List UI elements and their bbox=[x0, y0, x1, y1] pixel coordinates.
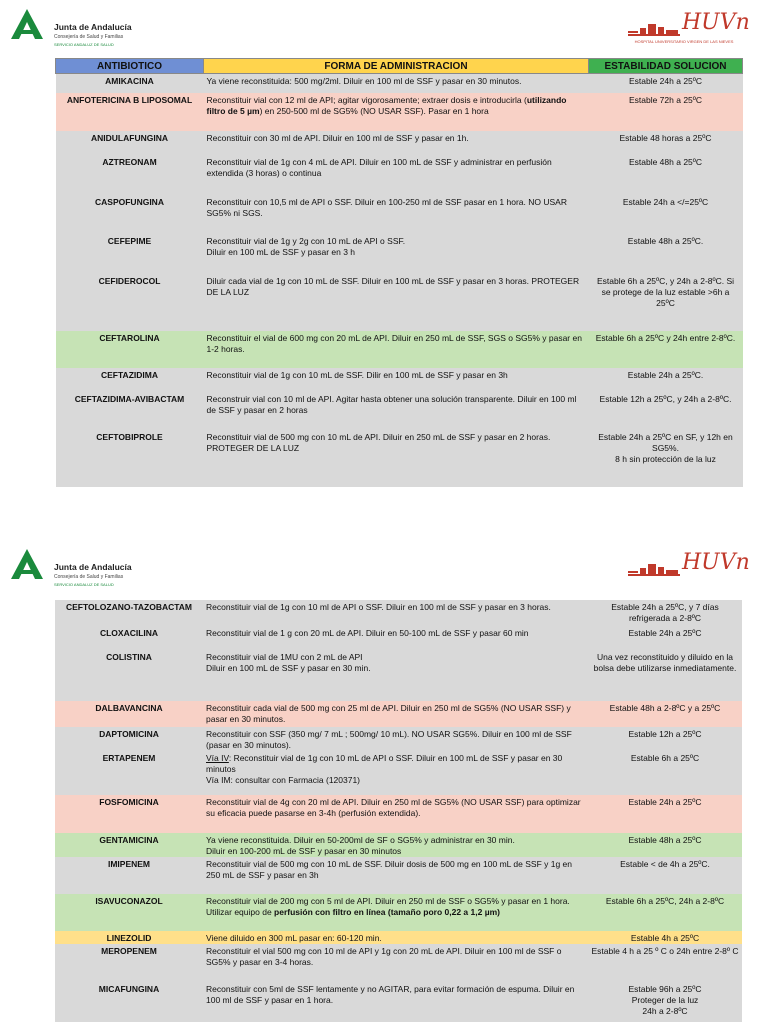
table-row bbox=[56, 195, 743, 234]
table-row bbox=[55, 600, 742, 626]
table-row bbox=[56, 430, 743, 487]
administration-part: ) en 250-500 ml de SG5% (NO USAR SSF). Pasar en 1 hora bbox=[259, 105, 489, 116]
page-1 bbox=[0, 0, 768, 464]
org-department: Consejería de Salud y Familias bbox=[54, 574, 124, 580]
administration-text: Reconstituir con SSF (350 mg/ 7 mL ; 500mg/ 10 mL). NO USAR SG5%. Diluir en 100 ml de SSF (pasar en 30 minutos). bbox=[203, 727, 588, 751]
hospital-building-icon bbox=[628, 562, 680, 576]
stability-text: Estable 96h a 25ºC Proteger de la luz 24h a 2-8ºC bbox=[588, 982, 742, 1022]
antibiotic-name: GENTAMICINA bbox=[55, 833, 203, 857]
antibiotic-name: ANFOTERICINA B LIPOSOMAL bbox=[56, 93, 204, 131]
stability-text: Estable 6h a 25ºC bbox=[588, 751, 742, 795]
stability-text: Estable 12h a 25ºC bbox=[588, 727, 742, 751]
administration-text: Reconstituir cada vial de 500 mg con 25 ml de API. Diluir en 250 ml de SG5% (NO USAR SSF) y pasar en 30 minutos. bbox=[203, 701, 588, 727]
antibiotic-name: AZTREONAM bbox=[56, 155, 204, 195]
administration-text: Reconstituir con 5ml de SSF lentamente y no AGITAR, para evitar formación de espuma. Diluir en 100 ml de SSF y pasar en 1 hora. bbox=[203, 982, 588, 1022]
col-header-antibiotico: ANTIBIOTICO bbox=[56, 59, 204, 74]
page-header bbox=[0, 0, 768, 56]
antibiotic-name: CEFTOLOZANO-TAZOBACTAM bbox=[55, 600, 203, 626]
administration-text: Reconstituir vial de 1g con 10 ml de API o SSF. Diluir en 100 ml de SSF y pasar en 3 horas. bbox=[203, 600, 588, 626]
stability-text: Estable 4h a 25ºC bbox=[588, 931, 742, 944]
antibiotic-name: DAPTOMICINA bbox=[55, 727, 203, 751]
junta-andalucia-logo-icon bbox=[10, 548, 44, 580]
antibiotic-name: CEFTAZIDIMA-AVIBACTAM bbox=[56, 392, 204, 430]
table-row bbox=[56, 368, 743, 392]
stability-text: Estable 48h a 2-8ºC y a 25ºC bbox=[588, 701, 742, 727]
antibiotic-name: MICAFUNGINA bbox=[55, 982, 203, 1022]
table-row bbox=[56, 93, 743, 131]
route-iv-label: Vía IV bbox=[206, 753, 229, 763]
antibiotic-name: CEFTAROLINA bbox=[56, 331, 204, 368]
administration-text: Reconstituir vial de 500 mg con 10 mL de API. Diluir en 250 mL de SSF y pasar en 2 horas. PROTEGER DE LA LUZ bbox=[204, 430, 589, 487]
administration-text: Reconstituir vial de 1 g con 20 mL de API. Diluir en 50-100 mL de SSF y pasar 60 min bbox=[203, 626, 588, 650]
antibiotic-name: DALBAVANCINA bbox=[55, 701, 203, 727]
route-iv-text: : Reconstituir vial de 1g con 10 mL de API o SSF. Diluir en 100 mL de SSF y pasar en 30 minutos bbox=[206, 753, 563, 774]
table-row bbox=[56, 392, 743, 430]
antibiotic-name: CEFIDEROCOL bbox=[56, 274, 204, 331]
route-im-text: Vía IM: consultar con Farmacia (120371) bbox=[206, 775, 361, 785]
org-text bbox=[54, 22, 132, 47]
administration-text: Reconstituir vial de 4g con 20 ml de API. Diluir en 250 ml de SG5% (NO USAR SSF) para optimizar su eficacia puede pasarse en 3-4h (perfusión extendida). bbox=[203, 795, 588, 833]
antibiotic-name: IMIPENEM bbox=[55, 857, 203, 894]
administration-text bbox=[204, 93, 589, 131]
administration-text: Viene diluido en 300 mL pasar en: 60-120 min. bbox=[203, 931, 588, 944]
stability-text: Estable 72h a 25ºC bbox=[589, 93, 743, 131]
antibiotic-name: CEFEPIME bbox=[56, 234, 204, 274]
page-header bbox=[0, 540, 768, 596]
table-row bbox=[55, 701, 742, 727]
table-row bbox=[55, 857, 742, 894]
stability-text: Estable 24h a </=25ºC bbox=[589, 195, 743, 234]
table-row bbox=[56, 234, 743, 274]
stability-text: Estable 24h a 25ºC en SF, y 12h en SG5%. 8 h sin protección de la luz bbox=[589, 430, 743, 487]
stability-text: Estable 24h a 25ºC bbox=[588, 795, 742, 833]
administration-text: Reconstituir vial de 500 mg con 10 mL de SSF. Diluir dosis de 500 mg en 100 mL de SSF y 1g en 250 mL de SSF y pasar en 3h bbox=[203, 857, 588, 894]
hospital-logo-text: HUVn bbox=[682, 550, 750, 575]
antibiotic-name: ERTAPENEM bbox=[55, 751, 203, 795]
stability-text: Estable 48h a 25ºC bbox=[588, 833, 742, 857]
hospital-building-icon bbox=[628, 22, 680, 36]
administration-text: Reconstituir vial de 1MU con 2 mL de API Diluir en 100 mL de SSF y pasar en 30 min. bbox=[203, 650, 588, 701]
col-header-forma: FORMA DE ADMINISTRACION bbox=[204, 59, 589, 74]
stability-text: Estable 24h a 25ºC, y 7 días refrigerada a 2-8ºC bbox=[588, 600, 742, 626]
antibiotic-name: AMIKACINA bbox=[56, 74, 204, 93]
stability-text: Estable 48h a 25ºC bbox=[589, 155, 743, 195]
org-text bbox=[54, 562, 132, 587]
table-row bbox=[55, 833, 742, 857]
administration-text: Reconstruir vial con 10 ml de API. Agitar hasta obtener una solución transparente. Diluir en 100 ml de SSF y pasar en 2 horas bbox=[204, 392, 589, 430]
stability-text: Estable 4 h a 25 º C o 24h entre 2-8º C bbox=[588, 944, 742, 982]
stability-text: Estable 12h a 25ºC, y 24h a 2-8ºC. bbox=[589, 392, 743, 430]
org-service: SERVICIO ANDALUZ DE SALUD bbox=[54, 42, 114, 47]
administration-text: Reconstituir vial de 1g y 2g con 10 mL de API o SSF. Diluir en 100 mL de SSF y pasar en 3 h bbox=[204, 234, 589, 274]
antibiotic-name: MEROPENEM bbox=[55, 944, 203, 982]
table-body bbox=[56, 74, 743, 487]
table-row bbox=[55, 727, 742, 751]
table-row bbox=[55, 650, 742, 701]
hospital-logo bbox=[628, 550, 750, 586]
stability-text: Estable 24h a 25ºC bbox=[589, 74, 743, 93]
antibiotic-name: CLOXACILINA bbox=[55, 626, 203, 650]
administration-text bbox=[203, 894, 588, 931]
org-name: Junta de Andalucía bbox=[54, 22, 132, 32]
stability-text: Estable 6h a 25ºC y 24h entre 2-8ºC. bbox=[589, 331, 743, 368]
table-row bbox=[55, 751, 742, 795]
hospital-caption: HOSPITAL UNIVERSITARIO VIRGEN DE LAS NIEVES bbox=[634, 39, 734, 44]
junta-andalucia-logo-icon bbox=[10, 8, 44, 40]
administration-text: Ya viene reconstituida: 500 mg/2ml. Diluir en 100 ml de SSF y pasar en 30 minutos. bbox=[204, 74, 589, 93]
table-row bbox=[56, 331, 743, 368]
table-row bbox=[56, 74, 743, 93]
table-row bbox=[55, 944, 742, 982]
table-row bbox=[55, 795, 742, 833]
antibiotic-name: CASPOFUNGINA bbox=[56, 195, 204, 234]
antibiotic-table-2 bbox=[55, 600, 742, 1022]
org-service: SERVICIO ANDALUZ DE SALUD bbox=[54, 582, 114, 587]
antibiotic-table-1 bbox=[55, 58, 743, 487]
stability-text: Estable 6h a 25ºC, 24h a 2-8ºC bbox=[588, 894, 742, 931]
administration-text: Reconstituir vial de 1g con 4 mL de API. Diluir en 100 mL de SSF y administrar en perfusión extendida (3 horas) o continua bbox=[204, 155, 589, 195]
antibiotic-name: FOSFOMICINA bbox=[55, 795, 203, 833]
antibiotic-name: COLISTINA bbox=[55, 650, 203, 701]
stability-text: Una vez reconstituido y diluido en la bolsa debe utilizarse inmediatamente. bbox=[588, 650, 742, 701]
administration-text: Reconstituir el vial 500 mg con 10 ml de API y 1g con 20 mL de API. Diluir en 100 ml de SSF o SG5% y pasar en 3-4 horas. bbox=[203, 944, 588, 982]
administration-text: Reconstituir con 10,5 ml de API o SSF. Diluir en 100-250 ml de SSF pasar en 1 hora. NO USAR SG5% ni SGS. bbox=[204, 195, 589, 234]
stability-text: Estable < de 4h a 25ºC. bbox=[588, 857, 742, 894]
antibiotic-name: ANIDULAFUNGINA bbox=[56, 131, 204, 155]
stability-text: Estable 48 horas a 25ºC bbox=[589, 131, 743, 155]
stability-text: Estable 24h a 25ºC bbox=[588, 626, 742, 650]
table-row bbox=[55, 626, 742, 650]
hospital-logo-text: HUVn bbox=[682, 10, 750, 35]
org-name: Junta de Andalucía bbox=[54, 562, 132, 572]
hospital-logo bbox=[628, 10, 750, 46]
administration-text: Reconstituir con 30 ml de API. Diluir en 100 ml de SSF y pasar en 1h. bbox=[204, 131, 589, 155]
stability-text: Estable 6h a 25ºC, y 24h a 2-8ºC. Si se protege de la luz estable >6h a 25ºC bbox=[589, 274, 743, 331]
table-body bbox=[55, 600, 742, 1022]
administration-emphasis: perfusión con filtro en línea (tamaño poro 0,22 a 1,2 µm) bbox=[274, 907, 500, 917]
table-row bbox=[56, 155, 743, 195]
org-department: Consejería de Salud y Familias bbox=[54, 34, 124, 40]
administration-text: Diluir cada vial de 1g con 10 mL de SSF. Diluir en 100 mL de SSF y pasar en 3 horas. PROTEGER DE LA LUZ bbox=[204, 274, 589, 331]
administration-emphasis: utilizando filtro de 5 µm bbox=[206, 94, 567, 116]
administration-text bbox=[203, 751, 588, 795]
table-row bbox=[56, 131, 743, 155]
table-header-row bbox=[56, 59, 743, 74]
stability-text: Estable 24h a 25ºC. bbox=[589, 368, 743, 392]
antibiotic-name: LINEZOLID bbox=[55, 931, 203, 944]
antibiotic-name: CEFTOBIPROLE bbox=[56, 430, 204, 487]
administration-text: Reconstituir el vial de 600 mg con 20 mL de API. Diluir en 250 mL de SSF, SGS o SG5% y pasar en 1-2 horas. bbox=[204, 331, 589, 368]
administration-text: Ya viene reconstituida. Diluir en 50-200ml de SF o SG5% y administrar en 30 min. Diluir en 100-200 mL de SSF y pasar en 30 minutos bbox=[203, 833, 588, 857]
table-row bbox=[56, 274, 743, 331]
antibiotic-name: ISAVUCONAZOL bbox=[55, 894, 203, 931]
administration-part: Reconstituir vial de 200 mg con 5 ml de API. Diluir en 250 ml de SSF o SG5% y pasar en 1 hora. Utilizar equipo de bbox=[206, 896, 570, 917]
administration-text: Reconstituir vial de 1g con 10 mL de SSF. Dilir en 100 mL de SSF y pasar en 3h bbox=[204, 368, 589, 392]
col-header-estabilidad: ESTABILIDAD SOLUCION bbox=[589, 59, 743, 74]
page-2 bbox=[0, 540, 768, 1016]
table-row bbox=[55, 894, 742, 931]
administration-part: Reconstituir vial con 12 ml de API; agitar vigorosamente; extraer dosis e introducirla ( bbox=[206, 94, 527, 105]
antibiotic-name: CEFTAZIDIMA bbox=[56, 368, 204, 392]
table-row bbox=[55, 931, 742, 944]
table-row bbox=[55, 982, 742, 1022]
stability-text: Estable 48h a 25ºC. bbox=[589, 234, 743, 274]
